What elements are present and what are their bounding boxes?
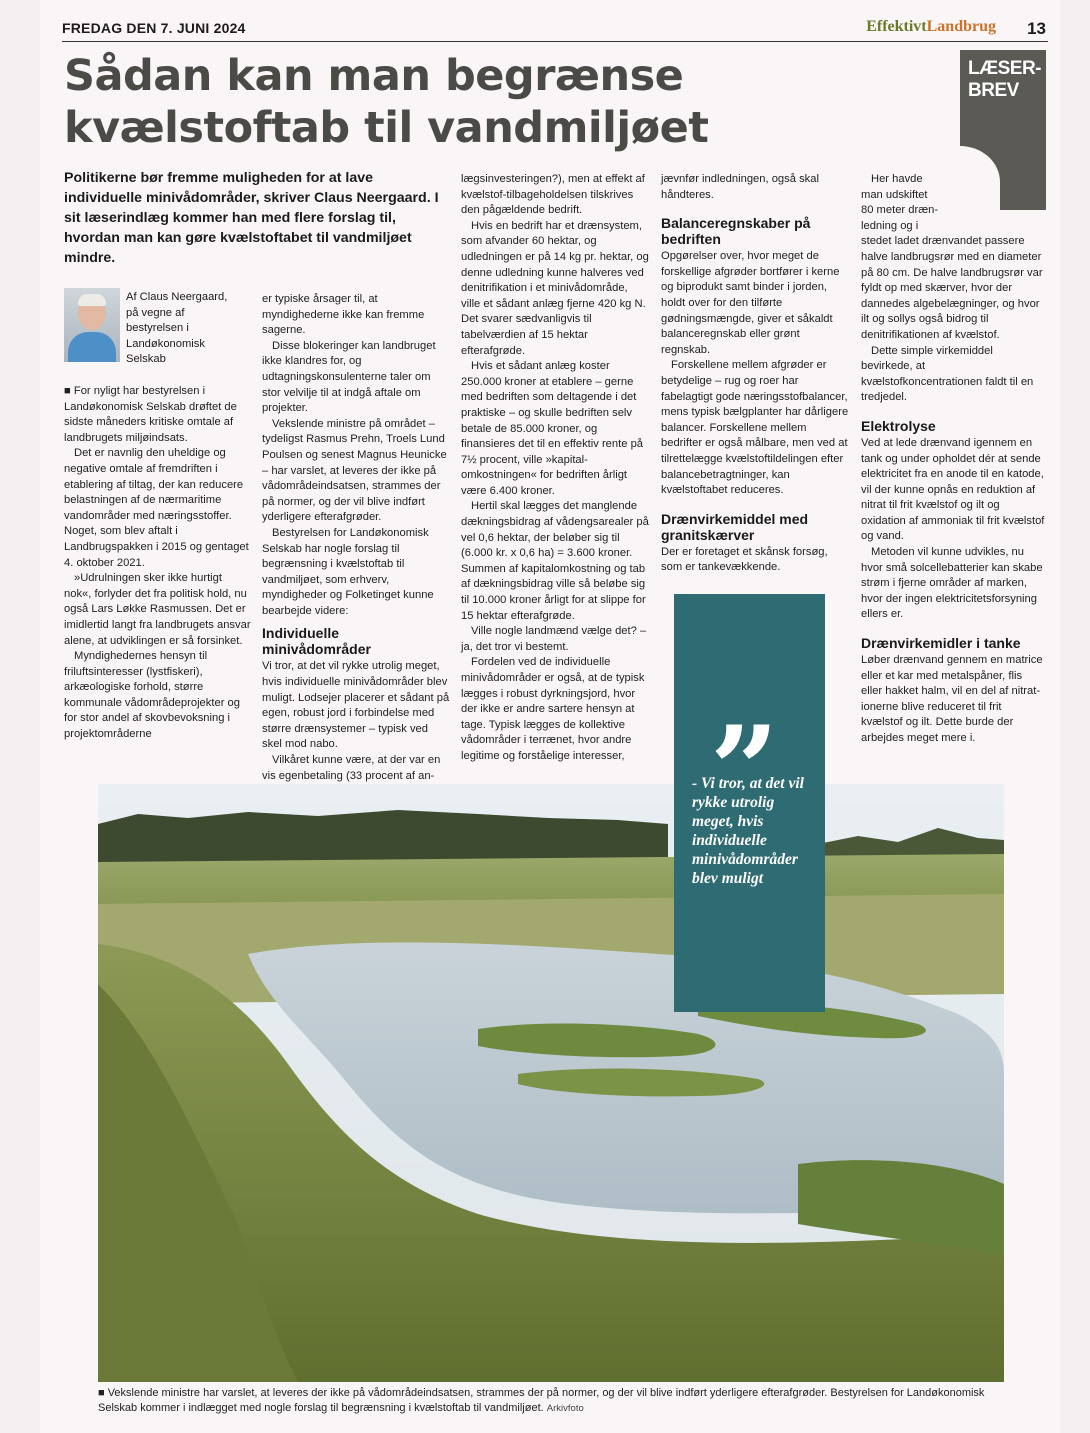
paragraph: ■ For nyligt har bestyrelsen i Landøkonomisk Selskab drøftet de sidste måneders kritiske omtale af landbrugets miljøindsats. <box>64 385 237 444</box>
paragraph: Forskellene mellem afgrøder er betydelige – rug og roer har fabelagtigt gode næringsstofbalancer, mens typisk bælgplanter har dårligere balancer. Forskellene mellem bedrifter er også målbare, men ved at tilrettelægge kvælstoftildelingen efter balancebetragtninger, kan kvælstoftabet reduceres. <box>661 359 849 497</box>
text-column-3 <box>461 172 649 765</box>
publication-logo <box>866 18 996 36</box>
paragraph: stedet ladet drænvandet passere halve landbrugsrør med en diameter på 80 cm. De halve landbrugsrør var fyldt op med skærver, hvor der dannedes algebelægninger, og hvor ilt og sollys også bidrog til denitrifikationen af kvælstof. <box>861 235 1043 341</box>
badge-line-2: BREV <box>968 80 1019 101</box>
text-line: 80 meter dræn- <box>861 204 939 217</box>
paragraph: Vekslende ministre på området – tydeligst Rasmus Prehn, Troels Lund Poulsen og senest Magnus Heunicke – har varslet, at leveres der ikke på vådområdeindsatsen, strammes der på normer, og der vil blive indført yderligere efterafgrøder. <box>262 417 447 524</box>
text-line-group <box>861 188 1045 235</box>
paragraph: Dette simple virkemiddel bevirkede, at kvælstofkoncentrationen faldt til en tredjedel. <box>861 344 1034 404</box>
byline <box>64 288 252 368</box>
paragraph: Hvis en bedrift har et drænsystem, som afvander 60 hektar, og udledningen er på 14 kg pr. hektar, og denne udledning kunne halveres ved denitrifikation i et minivådområde, ville et sådant anlæg fjerne 420 kg N. Det svarer sædvanligvis til tabelværdien af 15 hektar efterafgrøde. <box>461 219 649 357</box>
paragraph: Hvis et sådant anlæg koster 250.000 kroner at etablere – gerne med bedriften som deltagende i det praktiske – og skulle bedriften selv betale de 85.000 kroner, og finansieres det til en effektiv rente på 7½ procent, ville »kapital-omkostningen« for bedriften årligt være 6.400 kroner. <box>461 360 644 497</box>
paragraph: Fordelen ved de individuelle minivådområder er også, at de typisk lægges i robust dyrkningsjord, hvor der ikke er andre sartere hensyn at tage. Typisk lægges de kollektive vådområder i terrænet, hvor andre legitime og forståelige interesser, <box>461 656 645 762</box>
paragraph: Det er navnlig den uheldige og negative omtale af fremdriften i etablering af tiltag, der kan reducere belastningen af de nærmaritime vandområder med næringsstoffer. Noget, som blev aftalt i Landbrugspakken i 2015 og gentaget 4. oktober 2021. <box>64 447 249 569</box>
portrait-hair <box>78 294 106 306</box>
paragraph: Løber drænvand gennem en matrice eller et kar med metalspåner, flis eller hakket halm, vil en del af nitrat-ionerne blive reduceret til frit kvælstof og ilt. Dette burde der arbejdes meget mere i. <box>861 654 1043 744</box>
pull-quote-text: - Vi tror, at det vil rykke utrolig meget, hvis individuelle minivådområder blev muligt <box>692 775 804 887</box>
text-line: ledning og i <box>861 219 919 232</box>
paragraph: Ville nogle landmænd vælge det? – ja, det tror vi bestemt. <box>461 625 647 653</box>
page-header <box>62 18 1048 42</box>
paragraph: Ved at lede drænvand igennem en tank og under opholdet dér at sende elektricitet fra en anode til en katode, vil der kunne opnås en reduktion af nitrat til frit kvælstof og ilt og oxidation af ammoniak til frit kvælstof og vand. <box>861 436 1045 543</box>
portrait-body <box>68 332 116 362</box>
paragraph: Metoden vil kunne udvikles, nu hvor små solcellebatterier kan skabe strøm i fjerne områder af marken, hvor der ingen elektricitetsforsyning ellers er. <box>861 546 1043 621</box>
badge-line-1: LÆSER- <box>968 58 1041 79</box>
pull-quote <box>674 594 825 1012</box>
article-title: Sådan kan man begrænse kvælstoftab til vandmiljøet <box>64 51 709 153</box>
subheading-minivaadomraader: Individuelle minivådområder <box>262 625 371 658</box>
paragraph-wrap <box>861 172 1045 234</box>
issue-date: FREDAG DEN 7. JUNI 2024 <box>62 20 246 36</box>
section-badge-label <box>968 58 1041 102</box>
byline-line: på vegne af <box>126 306 185 319</box>
quote-mark-icon: „ <box>712 631 782 772</box>
byline-line: bestyrelsen i <box>126 322 189 335</box>
subheading-balanceregnskaber: Balanceregnskaber på bedriften <box>661 215 811 248</box>
author-credit <box>126 290 252 368</box>
subheading-draenvirkemiddel: Drænvirkemiddel med granitskærver <box>661 510 809 543</box>
brand-part-b: Landbrug <box>926 18 996 35</box>
paragraph: Myndighedernes hensyn til friluftsinteresser (lystfiskeri), arkæologiske forhold, større kommunale vådområdeprojekter og for stor andel af skovbevoksning i projektområderne <box>64 650 240 741</box>
text-line: Her havde <box>871 173 923 185</box>
subheading-elektrolyse: Elektrolyse <box>861 417 936 434</box>
text-column-2 <box>262 292 450 784</box>
article-lead: Politikerne bør fremme muligheden for at lave individuelle minivådområder, skriver Claus Neergaard. I sit læserindlæg kommer han med flere forslag til, hvordan man kan gøre kvælstoftabet til vandmiljøet mindre. <box>64 170 439 266</box>
caption-text: ■ Vekslende ministre har varslet, at leveres der ikke på vådområdeindsatsen, strammes der på normer, og der vil blive indført yderligere efterafgrøder. Bestyrelsen for Landøkonomisk Selskab kommer i indlægget med nogle forslag til begrænsning i kvælstoftab til vandmiljøet. <box>98 1387 985 1414</box>
paragraph: er typiske årsager til, at myndighederne ikke kan fremme sagerne. <box>262 293 425 337</box>
byline-line: Af Claus Neergaard, <box>126 291 228 303</box>
text-column-4 <box>661 172 849 576</box>
author-portrait <box>64 288 120 362</box>
wetland-photo <box>98 784 1004 1382</box>
paragraph: »Udrulningen sker ikke hurtigt nok«, forlyder det fra politisk hold, nu også Lars Løkke Rasmussen. Det er imidlertid langt fra landbrugets ansvar alene, at udviklingen er så forsinket. <box>64 572 251 647</box>
paragraph: Vi tror, at det vil rykke utrolig meget, hvis individuelle minivådområder blev muligt. Lodsejer placerer et sådant på egen, robust jord i forbindelse med større drænsystemer – typisk ved skel mod nabo. <box>262 660 450 751</box>
photo-credit: Arkivfoto <box>546 1403 584 1414</box>
text-column-1 <box>64 384 252 743</box>
text-column-5 <box>861 172 1045 747</box>
byline-line: Selskab <box>126 353 166 366</box>
paragraph: Der er foretaget et skånsk forsøg, som er tankevækkende. <box>661 545 828 574</box>
paragraph: Bestyrelsen for Landøkonomisk Selskab har nogle forslag til begrænsning i kvælstoftab til vandmiljøet, som erhverv, myndigheder og Folketinget kunne bearbejde videre: <box>262 526 434 617</box>
text-line: man udskiftet <box>861 188 928 201</box>
photo-caption <box>98 1386 1008 1416</box>
paragraph: lægsinvesteringen?), men at effekt af kvælstof-tilbageholdelsen tilskrives den pågældende bedrift. <box>461 173 645 217</box>
brand-part-a: Effektivt <box>866 18 927 35</box>
paragraph: jævnfør indledningen, også skal håndteres. <box>661 173 819 201</box>
paragraph: Hertil skal lægges det manglende dækningsbidrag af vådengsarealer på vel 0,6 hektar, der beløber sig til (6.000 kr. x 0,6 ha) = 3.600 kroner. Summen af kapitalomkostning og tab af dækningsbidrag ville så beløbe sig til 10.000 kroner årligt for at slippe for 15 hektar efterafgrøde. <box>461 500 649 622</box>
subheading-draenvirkemidler-i-tanke: Drænvirkemidler i tanke <box>861 635 1021 652</box>
page-number: 13 <box>1027 19 1046 38</box>
paragraph: Disse blokeringer kan landbruget ikke klandres for, og udtagningskonsulenterne taler om stor velvilje til at indgå aftale om projekter. <box>262 339 436 415</box>
byline-line: Landøkonomisk <box>126 337 205 350</box>
paragraph: Vilkåret kunne være, at der var en vis egenbetaling (33 procent af an- <box>262 754 441 782</box>
paragraph: Opgørelser over, hvor meget de forskellige afgrøder bortfører i kerne og biprodukt samt binder i jorden, holdt over for den tilførte gødningsmængde, giver et såkaldt balanceregnskab eller grønt regnskab. <box>661 250 840 356</box>
wetland-illustration <box>98 784 1004 1382</box>
